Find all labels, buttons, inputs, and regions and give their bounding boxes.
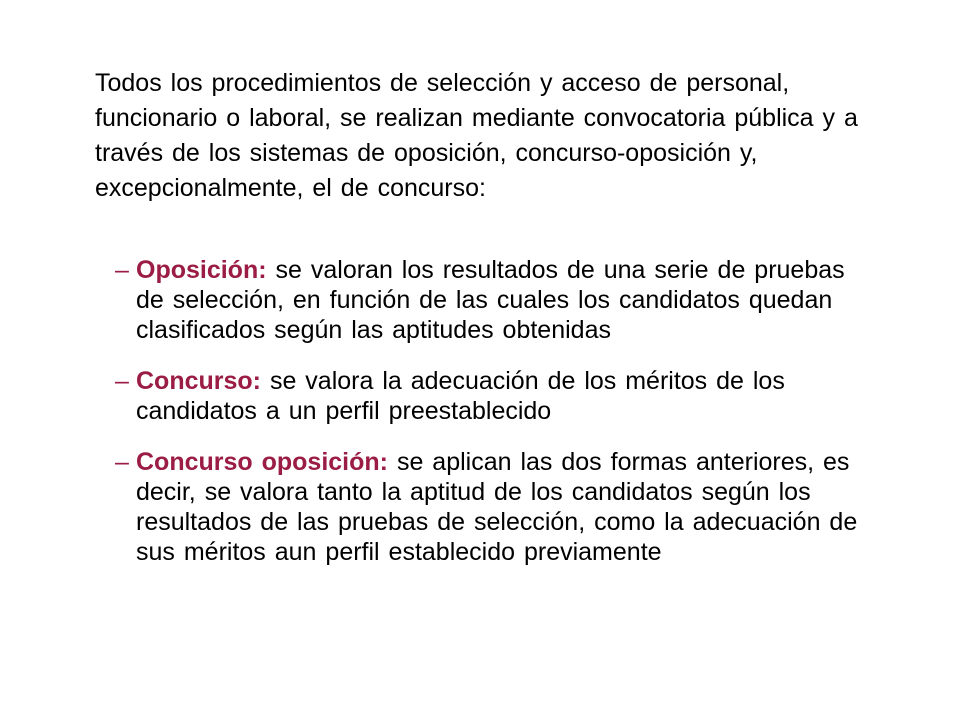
bullet-item-concurso xyxy=(95,366,875,426)
term-concurso-oposicion: Concurso oposición: xyxy=(136,448,388,476)
bullet-dash: – xyxy=(115,448,129,476)
bullet-dash: – xyxy=(115,367,129,395)
intro-paragraph: Todos los procedimientos de selección y acceso de personal, funcionario o laboral, se realizan mediante convocatoria pública y a través de los sistemas de oposición, concurso-oposición y, excepcionalmente, el de concurso: xyxy=(95,69,858,202)
term-concurso: Concurso: xyxy=(136,367,261,395)
definition-concurso-oposicion: se aplican las dos formas anteriores, es decir, se valora tanto la aptitud de los candidatos según los resultados de las pruebas de selección, como la adecuación de sus méritos aun perfil establecido previamente xyxy=(136,448,858,566)
bullet-list xyxy=(95,255,875,567)
term-oposicion: Oposición: xyxy=(136,256,267,284)
definition-concurso: se valora la adecuación de los méritos de los candidatos a un perfil preestablecido xyxy=(136,367,785,425)
bullet-item-concurso-oposicion xyxy=(95,447,875,567)
bullet-dash: – xyxy=(115,256,129,284)
definition-oposicion: se valoran los resultados de una serie de pruebas de selección, en función de las cuales los candidatos quedan clasificados según las aptitudes obtenidas xyxy=(136,256,845,344)
bullet-item-oposicion xyxy=(95,255,875,345)
